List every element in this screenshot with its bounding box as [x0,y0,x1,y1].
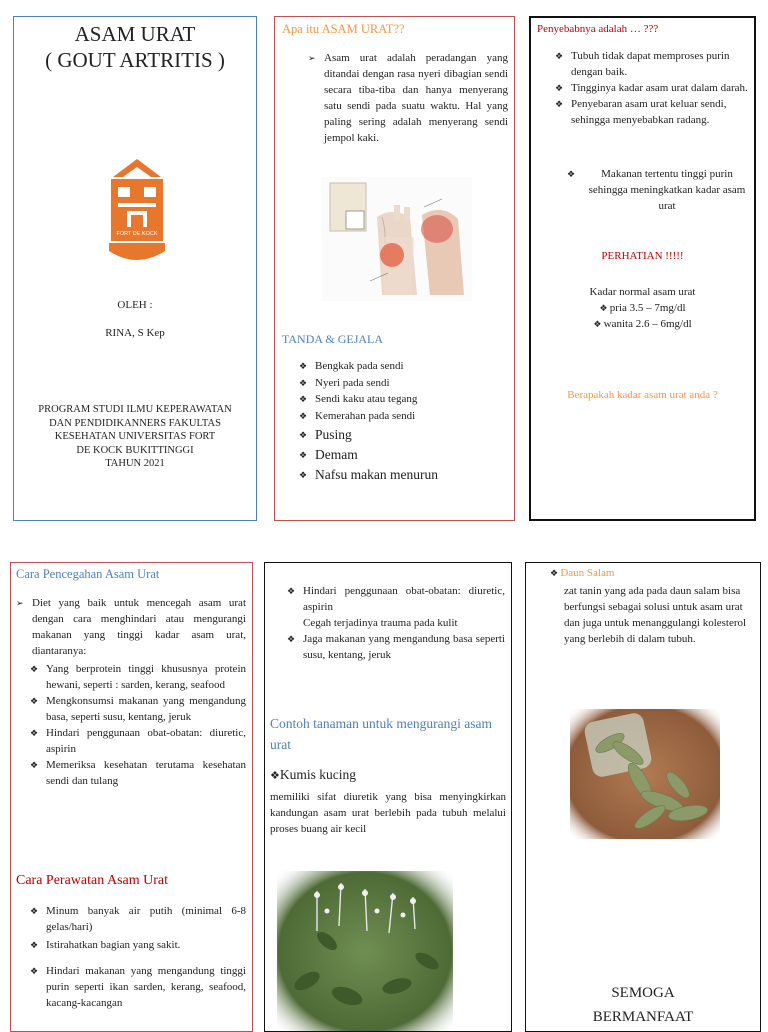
care-heading: Cara Perawatan Asam Urat [16,873,168,888]
kumis-kucing-photo [277,871,453,1032]
cause-sub-item: ❖ Makanan tertentu tinggi purin sehingga meningkatkan kadar asam urat [567,166,751,214]
cover-panel [13,16,257,521]
by-label: OLEH : [117,299,153,311]
prevention-panel [10,562,253,1032]
avoid-item-text: Hindari penggunaan obat-obatan: diuretic, aspirin [303,585,505,613]
cause-item: ❖ Tingginya kadar asam urat dalam darah. [555,80,751,96]
causes-panel [529,16,756,521]
plants-heading: Contoh tanaman untuk mengurangi asam urat [270,716,492,752]
org-line: KESEHATAN UNIVERSITAS FORT [54,431,216,442]
definition-panel [274,16,515,521]
plants-panel [264,562,512,1032]
prevention-item: ❖ Yang berprotein tinggi khususnya protein hewani, seperti : sarden, kerang, seafood [30,661,246,693]
normal-level-women: wanita 2.6 – 6mg/dl [603,318,692,330]
cause-item: ❖ Penyebaran asam urat keluar sendi, sehingga menyebabkan radang. [555,96,751,128]
year-text: TAHUN 2021 [105,458,165,469]
symptoms-list-large [299,425,509,485]
org-line: PROGRAM STUDI ILMU KEPERAWATAN [38,404,232,415]
level-question: Berapakah kadar asam urat anda ? [567,389,718,401]
care-item: ❖ Minum banyak air putih (minimal 6-8 gelas/hari) [30,903,246,935]
symptom-item: ❖ Demam [299,445,509,465]
cover-title: ASAM URAT [74,22,196,46]
org-line: DE KOCK BUKITTINGGI [76,444,194,456]
prevention-list [30,661,246,789]
cause-item: ❖ Tubuh tidak dapat memproses purin dengan baik. [555,48,751,80]
definition-text: ➢ Asam urat adalah peradangan yang ditandai dengan rasa nyeri dibagian sendi secara tiba-tiba dan hanya menyerang satu sendi pada suatu waktu. Hal yang paling sering adalah menyerang sendi jempol kaki. [308,50,508,146]
symptoms-heading: TANDA & GEJALA [282,332,384,346]
symptom-item: ❖ Nyeri pada sendi [299,375,509,392]
normal-level-block: Kadar normal asam urat ❖ pria 3.5 – 7mg/dl ❖ wanita 2.6 – 6mg/dl [531,284,754,332]
university-logo-icon [105,157,169,269]
avoid-item: ❖ Jaga makanan yang mengandung basa seperti susu, kentang, jeruk [287,631,505,663]
care-item: ❖ Hindari makanan yang mengandung tinggi purin seperti ikan sarden, kerang, seafood, kacang-kacangan [30,963,246,1011]
plant-name: ❖Kumis kucing [270,767,356,782]
bay-leaf-name: ❖ Daun Salam [550,567,615,579]
organization-block [14,403,256,471]
prevention-heading: Cara Pencegahan Asam Urat [16,567,160,581]
closing-line: SEMOGA [611,985,675,1001]
causes-heading: Penyebabnya adalah … ??? [537,23,659,35]
attention-heading: PERHATIAN !!!!! [601,250,684,262]
org-line: DAN PENDIDIKANNERS FAKULTAS [49,417,221,429]
care-item: ❖ Istirahatkan bagian yang sakit. [30,937,246,953]
prevention-item: ❖ Hindari penggunaan obat-obatan: diuretic, aspirin [30,725,246,757]
symptom-item: ❖ Pusing [299,425,509,445]
avoid-item [287,583,505,631]
prevention-intro: ➢ Diet yang baik untuk mencegah asam urat dengan cara menghindari atau mengurangi makanan yang tinggi kadar asam urat, diantaranya: [16,595,246,659]
avoid-item-extra: Cegah terjadinya trauma pada kulit [303,617,458,629]
bay-leaf-name-text: Daun Salam [560,567,615,579]
closing-message [526,981,760,1029]
closing-line: BERMANFAAT [592,1009,694,1025]
logo-text: FORT DE KOCK [116,231,158,237]
bay-leaf-panel [525,562,761,1032]
symptom-item: ❖ Sendi kaku atau tegang [299,391,509,408]
symptom-item: ❖ Nafsu makan menurun [299,465,509,485]
bay-leaf-photo [570,709,720,839]
normal-level-label: Kadar normal asam urat [589,286,696,298]
symptom-item: ❖ Kemerahan pada sendi [299,408,509,425]
plant-name-text: Kumis kucing [279,767,356,782]
causes-list [555,48,751,128]
prevention-item: ❖ Memeriksa kesehatan terutama kesehatan sendi dan tulang [30,757,246,789]
author-name: RINA, S Kep [105,327,165,339]
definition-heading: Apa itu ASAM URAT?? [282,22,405,36]
plant-description: memiliki sifat diuretik yang bisa menyingkirkan kandungan asam urat berlebih pada tubuh melalui proses buang air kecil [270,791,506,835]
normal-level-men: pria 3.5 – 7mg/dl [609,302,686,314]
prevention-item: ❖ Mengkonsumsi makanan yang mengandung basa, seperti susu, kentang, jeruk [30,693,246,725]
gout-foot-illustration [322,177,472,301]
cover-subtitle: ( GOUT ARTRITIS ) [45,48,225,72]
symptoms-list [299,358,509,424]
bay-leaf-description: zat tanin yang ada pada daun salam bisa berfungsi sebagai solusi untuk asam urat dan juga untuk menanggulangi kolesterol yang berlebih di dalam tubuh. [564,585,747,645]
care-list [30,903,246,1011]
symptom-item: ❖ Bengkak pada sendi [299,358,509,375]
